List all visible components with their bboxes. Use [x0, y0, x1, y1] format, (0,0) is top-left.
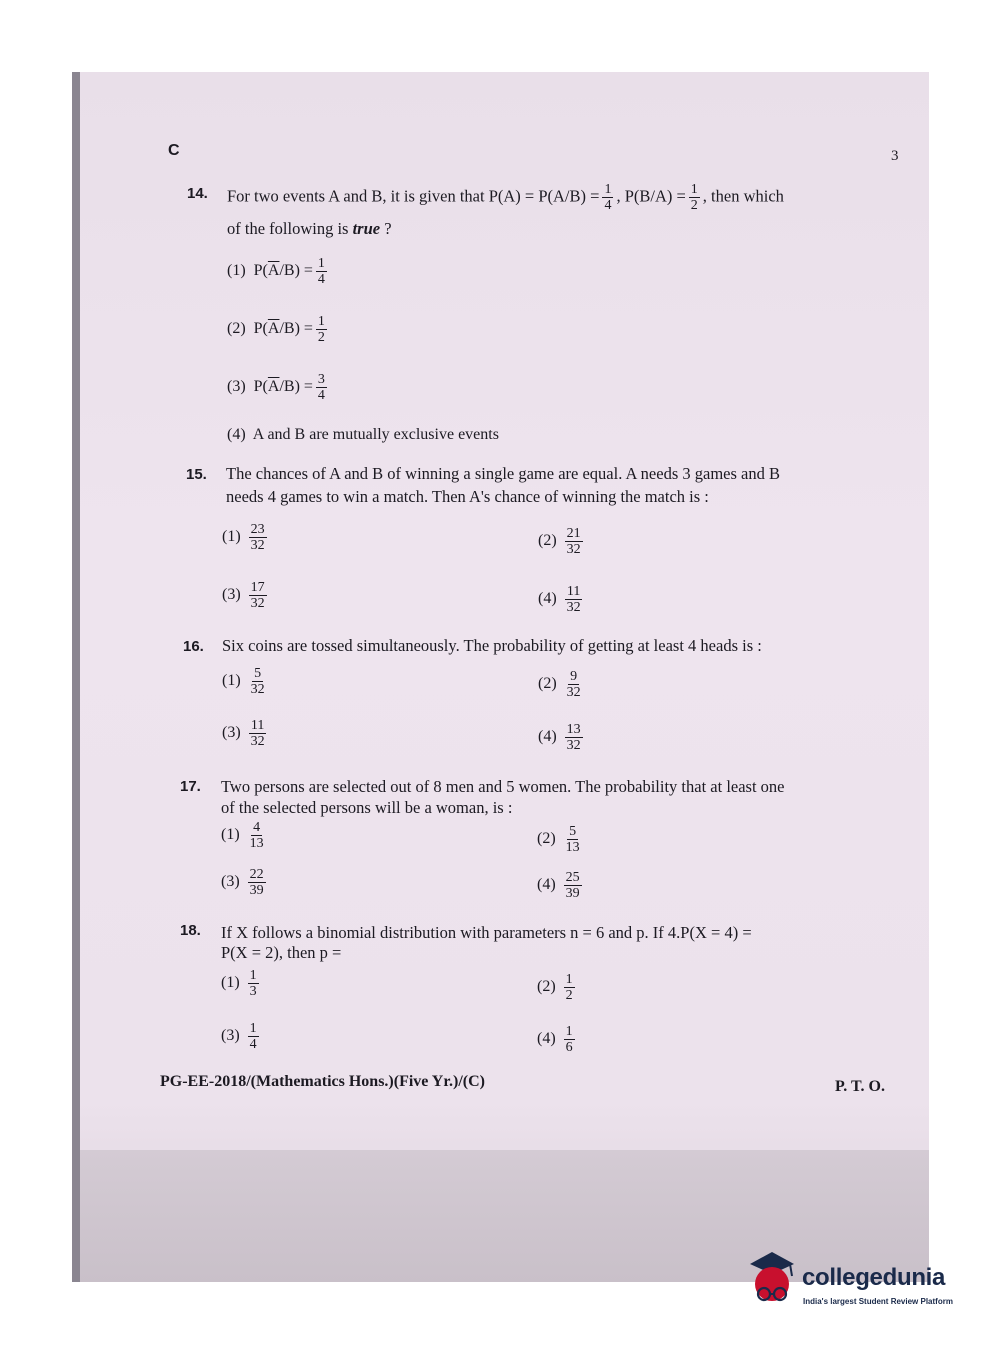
fraction	[565, 669, 583, 700]
collegedunia-watermark	[742, 1250, 972, 1310]
option-label: (3)	[221, 1027, 240, 1045]
option[interactable]	[227, 314, 330, 345]
option-expression: $P(\overline{A}/B)$ =	[253, 378, 313, 396]
denominator: 4	[317, 272, 325, 287]
denominator: 6	[565, 1040, 573, 1055]
option[interactable]	[221, 1021, 262, 1052]
denominator: 32	[250, 596, 265, 611]
q14-text-b: , P(B/A) =	[616, 186, 686, 206]
fraction	[248, 867, 266, 898]
denominator: 32	[250, 682, 265, 697]
numerator: 1	[690, 182, 698, 197]
q14-text-a: For two events A and B, it is given that P(A) = P(A/B) =	[227, 186, 600, 206]
question-16-line1: Six coins are tossed simultaneously. The probability of getting at least 4 heads is :	[222, 636, 762, 655]
numerator: 23	[250, 522, 265, 537]
question-number: 15.	[186, 466, 207, 483]
fraction	[248, 968, 259, 999]
fraction	[602, 182, 613, 213]
fraction	[249, 718, 267, 749]
numerator: 21	[566, 526, 581, 541]
question-14-line2	[227, 218, 392, 240]
fraction	[249, 666, 267, 697]
scanned-page	[72, 72, 929, 1282]
option-label: (4)	[227, 426, 246, 443]
denominator: 13	[249, 836, 264, 851]
option[interactable]	[538, 669, 586, 700]
numerator: 13	[566, 722, 581, 737]
option-label: (3)	[227, 378, 246, 396]
denominator: 32	[250, 734, 265, 749]
denominator: 32	[566, 685, 581, 700]
numerator: 1	[317, 314, 325, 329]
denominator: 32	[566, 738, 581, 753]
fraction	[248, 1021, 259, 1052]
fraction	[249, 580, 267, 611]
page-edge-shadow	[72, 72, 80, 1282]
option[interactable]	[538, 526, 586, 557]
option[interactable]	[227, 372, 330, 403]
denominator: 2	[565, 988, 573, 1003]
q14-line2-a: of the following is	[227, 219, 353, 238]
option-expression: $P(\overline{A}/B)$ =	[253, 262, 313, 280]
fraction	[565, 722, 583, 753]
option-label: (1)	[221, 826, 240, 844]
question-number: 16.	[183, 638, 204, 655]
option-label: (3)	[221, 873, 240, 891]
option-label: (2)	[227, 320, 246, 338]
numerator: 1	[565, 1024, 573, 1039]
option-label: (4)	[538, 590, 557, 608]
fraction	[248, 820, 266, 851]
question-number: 17.	[180, 778, 201, 795]
option[interactable]	[227, 426, 499, 444]
denominator: 2	[690, 198, 698, 213]
fraction	[565, 584, 583, 615]
option-label: (3)	[222, 724, 241, 742]
numerator: 9	[570, 669, 578, 684]
fraction	[249, 522, 267, 553]
option-expression: $P(\overline{A}/B)$ =	[253, 320, 313, 338]
fraction	[564, 972, 575, 1003]
option-label: (1)	[221, 974, 240, 992]
option[interactable]	[537, 870, 585, 901]
option[interactable]	[222, 522, 270, 553]
fraction	[564, 1024, 575, 1055]
fraction	[316, 372, 327, 403]
option-label: (1)	[227, 262, 246, 280]
numerator: 1	[249, 1021, 257, 1036]
option[interactable]	[227, 256, 330, 287]
option-label: (4)	[537, 1030, 556, 1048]
numerator: 11	[250, 718, 265, 733]
numerator: 1	[249, 968, 257, 983]
option[interactable]	[538, 722, 586, 753]
fraction	[689, 182, 700, 213]
option[interactable]	[537, 1024, 578, 1055]
question-17-line1: Two persons are selected out of 8 men and 5 women. The probability that at least one	[221, 777, 785, 796]
question-15-line2: needs 4 games to win a match. Then A's chance of winning the match is :	[226, 487, 709, 506]
question-number: 18.	[180, 922, 201, 939]
option[interactable]	[222, 718, 270, 749]
option[interactable]	[222, 580, 270, 611]
denominator: 32	[566, 542, 581, 557]
section-letter: C	[168, 142, 180, 159]
q14-text-c: , then which	[702, 186, 784, 206]
fraction	[316, 256, 327, 287]
numerator: 3	[317, 372, 325, 387]
option[interactable]	[221, 867, 269, 898]
denominator: 2	[317, 330, 325, 345]
denominator: 4	[317, 388, 325, 403]
option-label: (2)	[538, 532, 557, 550]
question-14-text	[227, 182, 784, 213]
fraction	[564, 870, 582, 901]
denominator: 4	[604, 198, 612, 213]
numerator: 4	[253, 820, 261, 835]
denominator: 32	[250, 538, 265, 553]
option-label: (2)	[537, 978, 556, 996]
denominator: 3	[249, 984, 257, 999]
fraction	[565, 526, 583, 557]
option-label: (2)	[538, 675, 557, 693]
fraction	[564, 824, 582, 855]
numerator: 1	[604, 182, 612, 197]
numerator: 1	[317, 256, 325, 271]
question-17-line2: of the selected persons will be a woman, is :	[221, 798, 513, 817]
mascot-icon	[742, 1250, 802, 1308]
option-label: (3)	[222, 586, 241, 604]
option-label: (2)	[537, 830, 556, 848]
page-number: 3	[891, 148, 899, 164]
numerator: 11	[566, 584, 581, 599]
option-label: (4)	[537, 876, 556, 894]
option[interactable]	[537, 824, 585, 855]
option-label: (4)	[538, 728, 557, 746]
numerator: 17	[250, 580, 265, 595]
question-18-line1: If X follows a binomial distribution with parameters n = 6 and p. If 4.P(X = 4) =	[221, 923, 752, 942]
option-label: (1)	[222, 528, 241, 546]
brand-name: collegedunia	[802, 1264, 946, 1291]
numerator: 5	[569, 824, 577, 839]
option-label: (1)	[222, 672, 241, 690]
question-18-line2: P(X = 2), then p =	[221, 943, 342, 962]
option[interactable]	[221, 968, 262, 999]
denominator: 32	[566, 600, 581, 615]
footer-exam-code: PG-EE-2018/(Mathematics Hons.)(Five Yr.)/(C)	[160, 1073, 485, 1090]
question-number: 14.	[187, 185, 208, 202]
q14-line2-emph: true	[352, 219, 381, 238]
footer-pto: P. T. O.	[835, 1078, 885, 1095]
denominator: 39	[565, 886, 580, 901]
q14-line2-c: ?	[380, 219, 392, 238]
numerator: 25	[565, 870, 580, 885]
option[interactable]	[538, 584, 586, 615]
fraction	[316, 314, 327, 345]
denominator: 4	[249, 1037, 257, 1052]
option[interactable]	[222, 666, 270, 697]
numerator: 22	[249, 867, 264, 882]
question-15-line1: The chances of A and B of winning a single game are equal. A needs 3 games and B	[226, 464, 780, 483]
denominator: 39	[249, 883, 264, 898]
numerator: 5	[254, 666, 262, 681]
numerator: 1	[565, 972, 573, 987]
option[interactable]	[537, 972, 578, 1003]
brand-tagline: India's largest Student Review Platform	[803, 1297, 953, 1306]
denominator: 13	[565, 840, 580, 855]
option[interactable]	[221, 820, 269, 851]
option-expression: A and B are mutually exclusive events	[252, 426, 499, 443]
